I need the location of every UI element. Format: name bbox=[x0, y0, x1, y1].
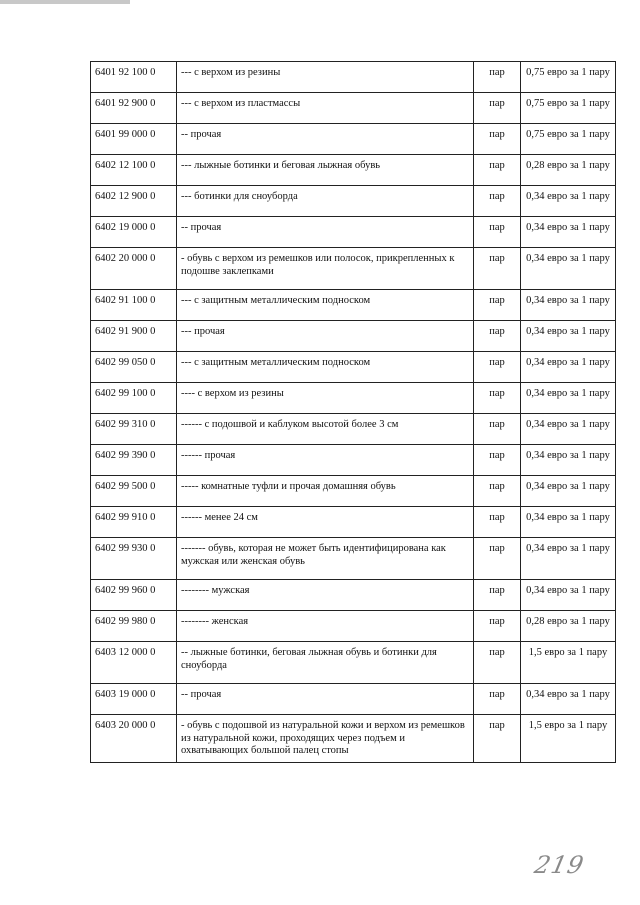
unit-cell: пар bbox=[474, 321, 521, 352]
unit-cell: пар bbox=[474, 642, 521, 684]
code-cell: 6402 19 000 0 bbox=[91, 217, 177, 248]
code-cell: 6402 12 900 0 bbox=[91, 186, 177, 217]
code-cell: 6402 99 390 0 bbox=[91, 445, 177, 476]
description-cell: --- лыжные ботинки и беговая лыжная обувь bbox=[177, 155, 474, 186]
table-row bbox=[91, 248, 616, 290]
unit-cell: пар bbox=[474, 445, 521, 476]
unit-cell: пар bbox=[474, 155, 521, 186]
rate-cell: 1,5 евро за 1 пару bbox=[521, 642, 616, 684]
page-number: 219 bbox=[532, 851, 587, 879]
table-row bbox=[91, 155, 616, 186]
table-row bbox=[91, 321, 616, 352]
code-cell: 6401 92 100 0 bbox=[91, 62, 177, 93]
rate-cell: 0,34 евро за 1 пару bbox=[521, 217, 616, 248]
table-row bbox=[91, 186, 616, 217]
description-cell: - обувь с верхом из ремешков или полосок, прикрепленных к подошве заклепками bbox=[177, 248, 474, 290]
rate-cell: 0,34 евро за 1 пару bbox=[521, 383, 616, 414]
description-cell: ------ менее 24 см bbox=[177, 507, 474, 538]
code-cell: 6403 12 000 0 bbox=[91, 642, 177, 684]
code-cell: 6401 92 900 0 bbox=[91, 93, 177, 124]
description-cell: ----- комнатные туфли и прочая домашняя обувь bbox=[177, 476, 474, 507]
table-row bbox=[91, 93, 616, 124]
description-cell: --- прочая bbox=[177, 321, 474, 352]
unit-cell: пар bbox=[474, 290, 521, 321]
description-cell: --- с верхом из пластмассы bbox=[177, 93, 474, 124]
description-cell: -- лыжные ботинки, беговая лыжная обувь и ботинки для сноуборда bbox=[177, 642, 474, 684]
unit-cell: пар bbox=[474, 93, 521, 124]
unit-cell: пар bbox=[474, 248, 521, 290]
code-cell: 6402 99 910 0 bbox=[91, 507, 177, 538]
unit-cell: пар bbox=[474, 715, 521, 763]
table-row bbox=[91, 290, 616, 321]
table-row bbox=[91, 62, 616, 93]
description-cell: -- прочая bbox=[177, 684, 474, 715]
table-row bbox=[91, 538, 616, 580]
description-cell: ------- обувь, которая не может быть идентифицирована как мужская или женская обувь bbox=[177, 538, 474, 580]
code-cell: 6402 91 100 0 bbox=[91, 290, 177, 321]
description-cell: -------- женская bbox=[177, 611, 474, 642]
code-cell: 6402 99 050 0 bbox=[91, 352, 177, 383]
description-cell: --- ботинки для сноуборда bbox=[177, 186, 474, 217]
description-cell: -- прочая bbox=[177, 124, 474, 155]
description-cell: - обувь с подошвой из натуральной кожи и верхом из ремешков из натуральной кожи, проходящих через подъем и охватывающих большой палец стопы bbox=[177, 715, 474, 763]
description-cell: --- с защитным металлическим подноском bbox=[177, 352, 474, 383]
code-cell: 6403 19 000 0 bbox=[91, 684, 177, 715]
table-row bbox=[91, 684, 616, 715]
unit-cell: пар bbox=[474, 62, 521, 93]
description-cell: --- с верхом из резины bbox=[177, 62, 474, 93]
rate-cell: 0,34 евро за 1 пару bbox=[521, 507, 616, 538]
description-cell: ------ прочая bbox=[177, 445, 474, 476]
unit-cell: пар bbox=[474, 538, 521, 580]
description-cell: ------ с подошвой и каблуком высотой более 3 см bbox=[177, 414, 474, 445]
unit-cell: пар bbox=[474, 580, 521, 611]
unit-cell: пар bbox=[474, 684, 521, 715]
code-cell: 6402 12 100 0 bbox=[91, 155, 177, 186]
unit-cell: пар bbox=[474, 217, 521, 248]
description-cell: ---- с верхом из резины bbox=[177, 383, 474, 414]
unit-cell: пар bbox=[474, 124, 521, 155]
description-cell: --- с защитным металлическим подноском bbox=[177, 290, 474, 321]
rate-cell: 0,34 евро за 1 пару bbox=[521, 476, 616, 507]
code-cell: 6402 20 000 0 bbox=[91, 248, 177, 290]
unit-cell: пар bbox=[474, 186, 521, 217]
description-cell: -------- мужская bbox=[177, 580, 474, 611]
table-row bbox=[91, 414, 616, 445]
table-row bbox=[91, 383, 616, 414]
rate-cell: 0,34 евро за 1 пару bbox=[521, 321, 616, 352]
code-cell: 6402 91 900 0 bbox=[91, 321, 177, 352]
description-cell: -- прочая bbox=[177, 217, 474, 248]
rate-cell: 0,34 евро за 1 пару bbox=[521, 684, 616, 715]
rate-cell: 0,75 евро за 1 пару bbox=[521, 93, 616, 124]
table-row bbox=[91, 124, 616, 155]
rate-cell: 0,28 евро за 1 пару bbox=[521, 611, 616, 642]
code-cell: 6402 99 960 0 bbox=[91, 580, 177, 611]
code-cell: 6402 99 100 0 bbox=[91, 383, 177, 414]
rate-cell: 0,28 евро за 1 пару bbox=[521, 155, 616, 186]
rate-cell: 1,5 евро за 1 пару bbox=[521, 715, 616, 763]
unit-cell: пар bbox=[474, 414, 521, 445]
code-cell: 6402 99 980 0 bbox=[91, 611, 177, 642]
rate-cell: 0,34 евро за 1 пару bbox=[521, 186, 616, 217]
code-cell: 6402 99 310 0 bbox=[91, 414, 177, 445]
unit-cell: пар bbox=[474, 476, 521, 507]
unit-cell: пар bbox=[474, 611, 521, 642]
tariff-table bbox=[90, 61, 616, 763]
table-row bbox=[91, 580, 616, 611]
rate-cell: 0,34 евро за 1 пару bbox=[521, 414, 616, 445]
unit-cell: пар bbox=[474, 507, 521, 538]
code-cell: 6403 20 000 0 bbox=[91, 715, 177, 763]
rate-cell: 0,34 евро за 1 пару bbox=[521, 538, 616, 580]
unit-cell: пар bbox=[474, 352, 521, 383]
table-row bbox=[91, 507, 616, 538]
code-cell: 6402 99 930 0 bbox=[91, 538, 177, 580]
table-row bbox=[91, 476, 616, 507]
table-row bbox=[91, 611, 616, 642]
table-row bbox=[91, 445, 616, 476]
code-cell: 6402 99 500 0 bbox=[91, 476, 177, 507]
rate-cell: 0,75 евро за 1 пару bbox=[521, 124, 616, 155]
rate-cell: 0,34 евро за 1 пару bbox=[521, 445, 616, 476]
rate-cell: 0,34 евро за 1 пару bbox=[521, 248, 616, 290]
rate-cell: 0,75 евро за 1 пару bbox=[521, 62, 616, 93]
rate-cell: 0,34 евро за 1 пару bbox=[521, 290, 616, 321]
rate-cell: 0,34 евро за 1 пару bbox=[521, 580, 616, 611]
code-cell: 6401 99 000 0 bbox=[91, 124, 177, 155]
table-row bbox=[91, 715, 616, 763]
table-row bbox=[91, 352, 616, 383]
table-row bbox=[91, 217, 616, 248]
table-row bbox=[91, 642, 616, 684]
scan-edge bbox=[0, 0, 130, 4]
unit-cell: пар bbox=[474, 383, 521, 414]
rate-cell: 0,34 евро за 1 пару bbox=[521, 352, 616, 383]
